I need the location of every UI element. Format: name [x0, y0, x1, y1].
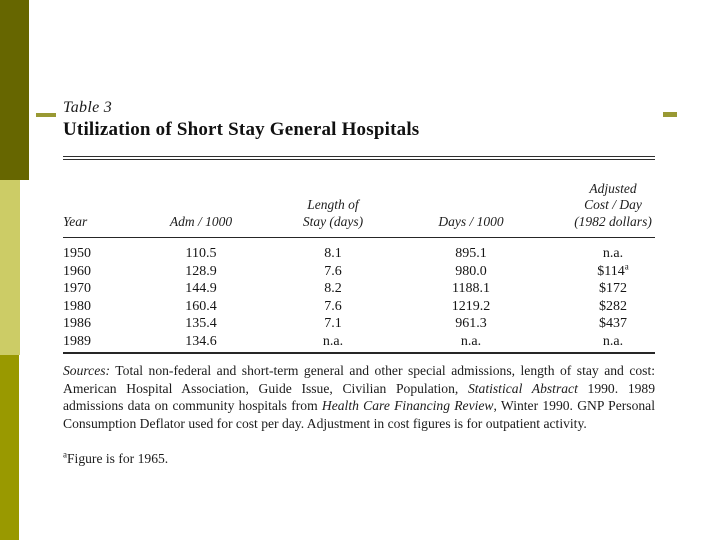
table-row: 1986 135.4 7.1 961.3 $437 — [63, 316, 627, 332]
accent-bar-bottom — [0, 355, 19, 540]
table-row: 1980 160.4 7.6 1219.2 $282 — [63, 298, 627, 314]
accent-bar-middle — [0, 180, 20, 355]
table-label: Table 3 — [63, 99, 113, 116]
column-header-year: Year — [63, 213, 88, 229]
right-accent-dash — [663, 112, 677, 117]
table-body — [63, 246, 655, 352]
column-header-days-per-1000: Days / 1000 — [438, 213, 504, 229]
bottom-rule — [63, 352, 655, 354]
header-rule — [63, 237, 655, 238]
column-header-adjusted-cost: Adjusted Cost / Day (1982 dollars) — [574, 180, 652, 229]
table-row: 1989 134.6 n.a. n.a. n.a. — [63, 333, 624, 349]
left-accent-dash — [36, 113, 56, 117]
footnote-marker: a — [63, 449, 67, 460]
sources-note: Sources: Total non-federal and short-term general and other special admissions, length of stay and cost: American Hospital Association, Guide Issue, Civilian Population, Statistical Abstract 1990. 1989 admissions data on community hospitals from Health Care Financing Review, Winter 1990. GNP Personal Consumption Deflator used for cost per day. Adjustment in cost figures is for outpatient activity. — [63, 363, 656, 431]
footnote-marker: a — [624, 260, 629, 271]
table-title: Utilization of Short Stay General Hospitals — [63, 119, 420, 140]
footnote: $^a$Figure is for 1965. — [63, 449, 169, 466]
column-header-adm-per-1000: Adm / 1000 — [169, 213, 233, 229]
table-row: 1950 110.5 8.1 895.1 n.a. — [63, 246, 624, 261]
double-rule — [63, 156, 655, 160]
sources-label: Sources: — [63, 363, 111, 378]
column-header-length-of-stay: Length of Stay (days) — [302, 197, 364, 229]
table-row: 1960 128.9 7.6 980.0 $114$^a$ — [63, 260, 629, 279]
table-row: 1970 144.9 8.2 1188.1 $172 — [63, 281, 627, 297]
table-header-row — [63, 168, 655, 230]
accent-bar-top — [0, 0, 29, 180]
cited-work: Statistical Abstract — [467, 380, 578, 396]
cited-work: Health Care Financing Review — [321, 398, 494, 414]
